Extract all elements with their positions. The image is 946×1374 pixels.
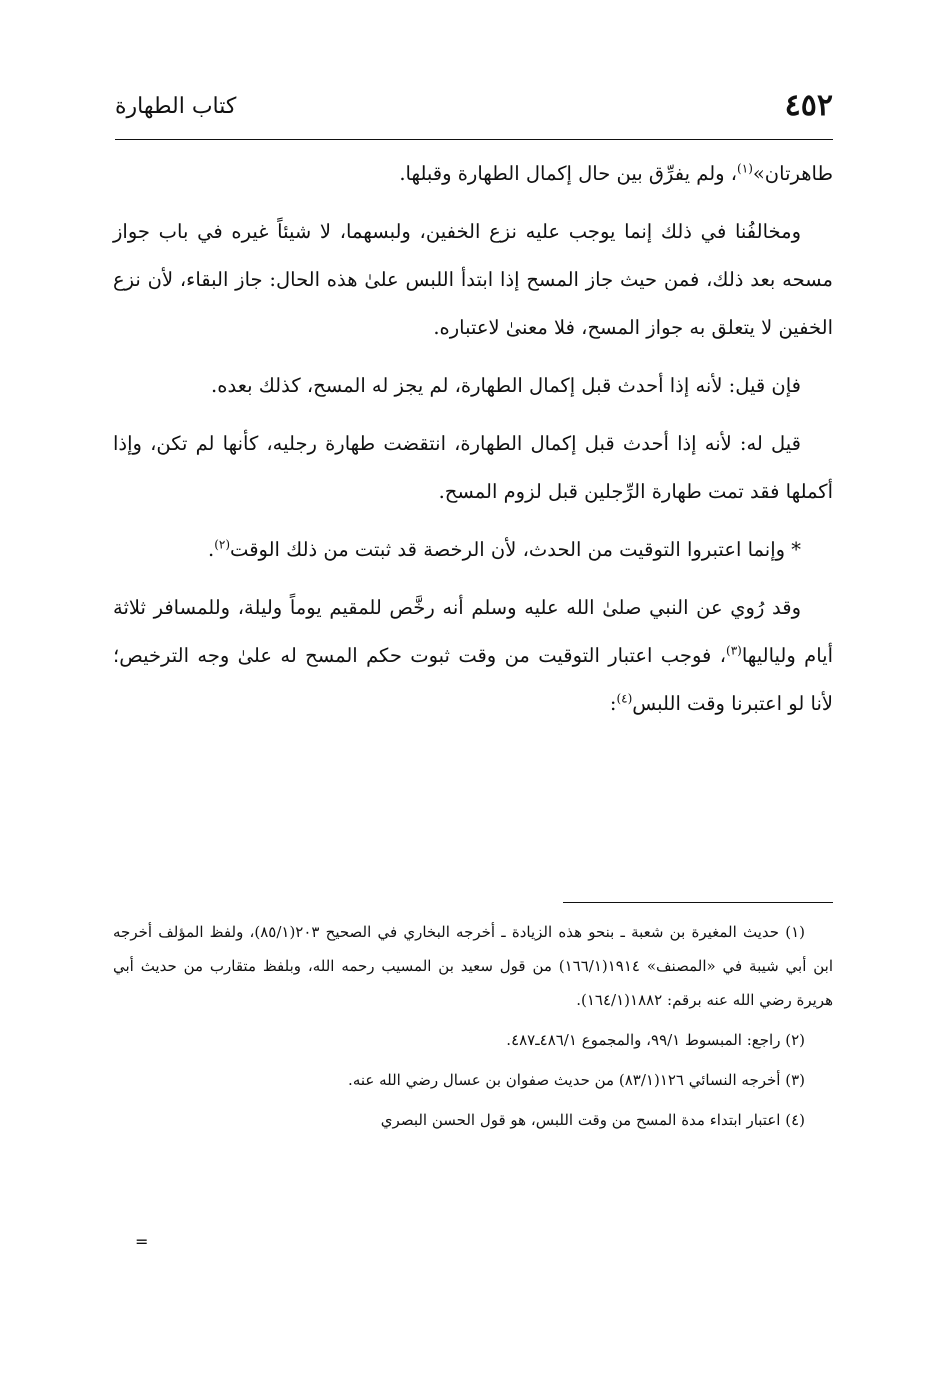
running-title: كتاب الطهارة: [115, 94, 237, 119]
footnote-1: (١) حديث المغيرة بن شعبة ـ بنحو هذه الزيادة ـ أخرجه البخاري في الصحيح ٢٠٣(٨٥/١)، ولفظ المؤلف أخرجه ابن أبي شيبة في «المصنف» ١٩١٤(١٦٦/١) من قول سعيد بن المسيب رحمه الله، وبلفظ متقارب من حديث أبي هريرة رضي الله عنه برقم: ١٨٨٢(١٦٤/١).: [113, 923, 833, 1009]
paragraph-5-text: * وإنما اعتبروا التوقيت من الحدث، لأن الرخصة قد ثبتت من ذلك الوقت: [230, 538, 801, 561]
paragraph-6: [113, 584, 833, 728]
footnotes: [113, 915, 833, 1143]
paragraph-6-part-c: :: [609, 692, 617, 715]
footnote-ref-2: (٢): [214, 537, 231, 552]
paragraph-6-part-a: وقد رُوي عن النبي صلىٰ الله عليه وسلم أنه رخَّص للمقيم يوماً وليلة، وللمسافر ثلاثة أيام ولياليها: [113, 596, 833, 667]
footnote-4: (٤) اعتبار ابتداء مدة المسح من وقت اللبس، هو قول الحسن البصري: [380, 1111, 805, 1129]
footnote-ref-4: (٤): [616, 691, 633, 706]
continuation-mark: =: [135, 1232, 149, 1251]
paragraph-2: ومخالفُنا في ذلك إنما يوجب عليه نزع الخفين، ولبسهما، لا شيئاً غيره في باب جواز مسحه بعد ذلك، فمن حيث جاز المسح إذا ابتدأ اللبس علىٰ هذه الحال: جاز البقاء، لأن نزع الخفين لا يتعلق به جواز المسح، فلا معنىٰ لاعتباره.: [113, 220, 833, 339]
paragraph-1-start: طاهرتان»: [752, 162, 833, 185]
header-rule: [115, 139, 833, 140]
paragraph-4: قيل له: لأنه إذا أحدث قبل إكمال الطهارة، انتقضت طهارة رجليه، كأنها لم تكن، وإذا أكملها فقد تمت طهارة الرِّجلين قبل لزوم المسح.: [113, 432, 833, 503]
paragraph-1-rest: ، ولم يفرِّق بين حال إكمال الطهارة وقبلها.: [399, 162, 738, 185]
footnote-separator: [563, 902, 833, 903]
paragraph-5: [113, 526, 833, 574]
page-header: [115, 80, 833, 140]
main-text: [113, 150, 833, 738]
page-number: ٤٥٢: [784, 88, 833, 123]
paragraph-6-part-b: ، فوجب اعتبار التوقيت من وقت ثبوت حكم المسح له علىٰ وجه الترخيص؛ لأنا لو اعتبرنا وقت اللبس: [113, 644, 833, 715]
footnote-2: (٢) راجع: المبسوط ٩٩/١، والمجموع ٤٨٦/١ـ٤٨٧.: [506, 1031, 805, 1049]
paragraph-1: [113, 150, 833, 198]
paragraph-3: فإن قيل: لأنه إذا أحدث قبل إكمال الطهارة، لم يجز له المسح، كذلك بعده.: [211, 374, 801, 397]
footnote-ref-3: (٣): [726, 643, 742, 658]
paragraph-5-end: .: [208, 538, 215, 561]
footnote-3: (٣) أخرجه النسائي ١٢٦(٨٣/١) من حديث صفوان بن عسال رضي الله عنه.: [348, 1071, 805, 1089]
footnote-ref-1: (١): [737, 161, 753, 176]
